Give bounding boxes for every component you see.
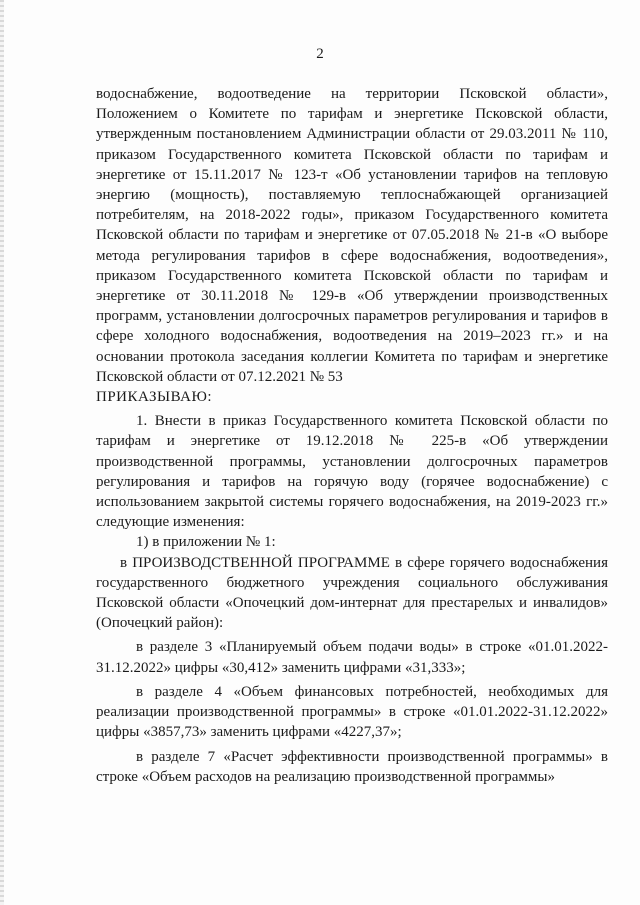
item-1-paragraph: 1. Внести в приказ Государственного комитета Псковской области по тарифам и энергетике от 19.12.2018 № 225-в «Об утверждении производственной программы, установлении долгосрочных параметров регулирования и тарифов на горячую воду (горячее водоснабжение) с использованием закрытой системы горячего водоснабжения, на 2019-2023 гг.» следующие изменения: [96,413,608,531]
section-7-paragraph: в разделе 7 «Расчет эффективности производственной программы» в строке «Объем расходов на реализацию производственной программы» [96,748,608,785]
order-heading: ПРИКАЗЫВАЮ: [96,389,213,406]
section-4-paragraph: в разделе 4 «Объем финансовых потребностей, необходимых для реализации производственной программы» в строке «01.01.2022-31.12.2022» цифры «3857,73» заменить цифрами «4227,37»; [96,683,608,741]
subitem-1-paragraph: 1) в приложении № 1: [136,534,276,551]
page-number: 2 [316,46,324,62]
document-body [96,84,608,787]
program-paragraph: в ПРОИЗВОДСТВЕННОЙ ПРОГРАММЕ в сфере горячего водоснабжения государственного бюджетного учреждения социального обслуживания Псковской области «Опочецкий дом-интернат для престарелых и инвалидов» (Опочецкий район): [96,554,608,632]
section-3-paragraph: в разделе 3 «Планируемый объем подачи воды» в строке «01.01.2022-31.12.2022» цифры «30,412» заменить цифрами «31,333»; [96,639,608,676]
preamble-paragraph: водоснабжение, водоотведение на территории Псковской области», Положением о Комитете по тарифам и энергетике Псковской области, утвержденным постановлением Администрации области от 29.03.2011 № 110, приказом Государственного комитета Псковской области по тарифам и энергетике от 15.11.2017 № 123-т «Об установлении тарифов на тепловую энергию (мощность), поставляемую теплоснабжающей организацией потребителям, на 2018-2022 годы», приказом Государственного комитета Псковской области по тарифам и энергетике от 07.05.2018 № 21-в «О выборе метода регулирования тарифов в сфере водоснабжения, водоотведения», приказом Государственного комитета Псковской области по тарифам и энергетике от 30.11.2018 № 129-в «Об утверждении производственных программ, установлении долгосрочных параметров регулирования и тарифов в сфере холодного водоснабжения, водоотведения на 2019–2023 гг.» и на основании протокола заседания коллегии Комитета по тарифам и энергетике Псковской области от 07.12.2021 № 53 [96,86,608,385]
scan-edge-decoration [0,0,4,905]
